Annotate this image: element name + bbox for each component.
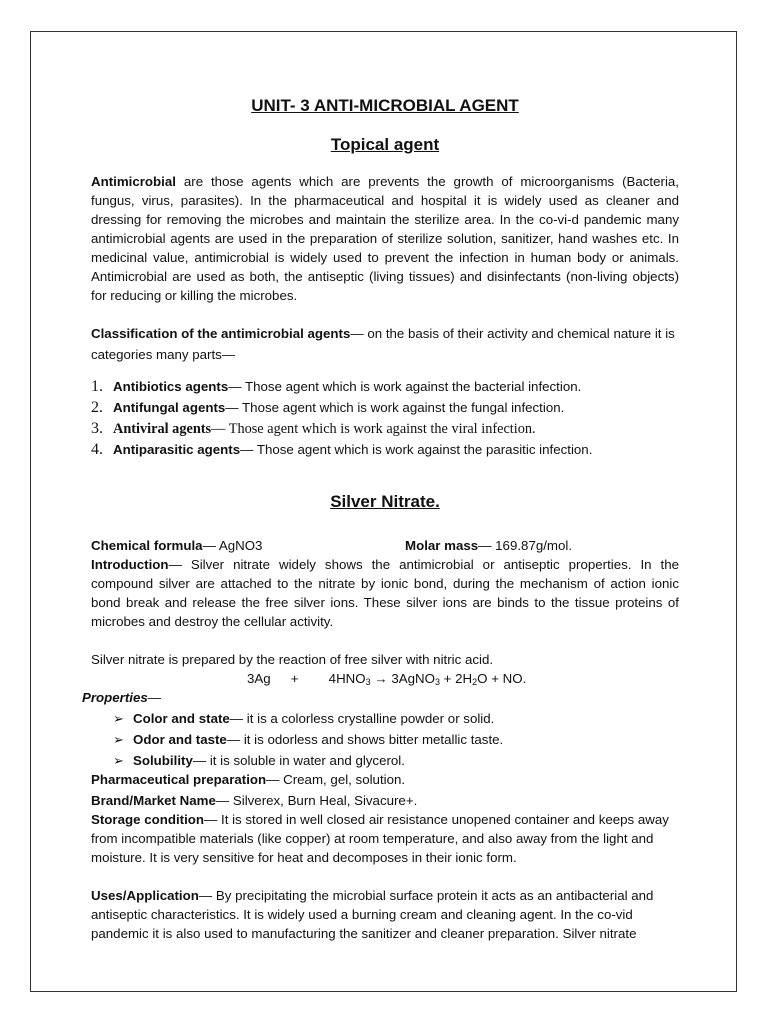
list-item-antibiotics xyxy=(91,377,691,396)
storage-condition xyxy=(91,810,679,867)
property-color-state xyxy=(113,709,713,728)
eq-reactant-2: 4HNO xyxy=(328,671,366,686)
uses-label: Uses/Application xyxy=(91,888,199,903)
section-title-topical-agent: Topical agent xyxy=(330,135,440,154)
eq-sub: 2 xyxy=(472,677,478,687)
list-item-name: Antibiotics agents xyxy=(113,379,229,394)
brand-market-name xyxy=(91,791,691,810)
properties-heading-row xyxy=(82,688,682,707)
eq-product-2: 2H xyxy=(455,671,473,686)
list-item-desc: — Those agent which is work against the bacterial infection. xyxy=(228,379,582,394)
property-odor-taste xyxy=(113,730,713,749)
classification-line-1 xyxy=(91,324,691,343)
eq-sub: 3 xyxy=(365,677,371,687)
list-number: 2. xyxy=(91,399,103,416)
properties-heading: Properties xyxy=(82,690,148,705)
list-item-desc: — Those agent which is work against the fungal infection. xyxy=(225,400,565,415)
list-number: 1. xyxy=(91,378,103,395)
list-item-antifungal xyxy=(91,398,691,417)
arrow-bullet-icon: ➢ xyxy=(113,711,124,726)
pharm-label: Pharmaceutical preparation xyxy=(91,772,267,787)
list-item-desc: — Those agent which is work against the parasitic infection. xyxy=(240,442,593,457)
property-text: — it is soluble in water and glycerol. xyxy=(192,753,405,768)
eq-product-1: 3AgNO xyxy=(391,671,435,686)
intro-paragraph xyxy=(91,172,679,305)
list-number: 4. xyxy=(91,441,103,458)
eq-arrow: → xyxy=(374,671,388,686)
brand-label: Brand/Market Name xyxy=(91,793,216,808)
mass-label: Molar mass xyxy=(405,538,479,553)
property-text: — it is odorless and shows bitter metallic taste. xyxy=(226,732,504,747)
uses-application xyxy=(91,886,679,943)
pharmaceutical-preparation xyxy=(91,770,691,789)
list-item-name: Antiparasitic agents xyxy=(113,442,241,457)
classification-line-2: categories many parts— xyxy=(91,347,236,362)
list-item-name: Antiviral agents xyxy=(113,421,212,437)
eq-plus: + xyxy=(290,671,299,686)
introduction-label: Introduction xyxy=(91,557,169,572)
brand-text: — Silverex, Burn Heal, Sivacure+. xyxy=(215,793,418,808)
list-item-antiviral xyxy=(91,419,691,439)
storage-text: — It is stored in well closed air resistance unopened container and keeps away from incompatible materials (like copper) at room temperature, and also away from the light and moisture. It is very sensitive for heat and decomposes in their ionic form. xyxy=(91,812,669,865)
arrow-bullet-icon: ➢ xyxy=(113,753,124,768)
list-item-name: Antifungal agents xyxy=(113,400,226,415)
property-label: Color and state xyxy=(133,711,230,726)
page-border xyxy=(30,31,737,992)
formula-label: Chemical formula xyxy=(91,538,203,553)
eq-product-2-rest: O + NO. xyxy=(477,671,527,686)
pharm-text: — Cream, gel, solution. xyxy=(266,772,406,787)
intro-term: Antimicrobial xyxy=(91,174,176,189)
classification-text-1: — on the basis of their activity and chemical nature it is xyxy=(350,326,675,341)
intro-text: are those agents which are prevents the growth of microorganisms (Bacteria, fungus, virus, parasites). In the pharmaceutical and hospital it is widely used as cleaner and dressing for removing the microbes and maintain the sterilize area. In the co-vi-d pandemic many antimicrobial agents are used in the preparation of sterilize solution, sanitizer, hand washes etc. In medicinal value, antimicrobial is widely used to prevent the infection in human body or animals. Antimicrobial are used as both, the antiseptic (living tissues) and disinfectants (non-living objects) for reducing or killing the microbes. xyxy=(91,174,679,303)
section-title-silver-nitrate: Silver Nitrate. xyxy=(330,492,440,511)
reaction-equation xyxy=(247,669,567,688)
property-solubility xyxy=(113,751,713,770)
list-item-antiparasitic xyxy=(91,440,691,459)
storage-label: Storage condition xyxy=(91,812,205,827)
property-label: Odor and taste xyxy=(133,732,227,747)
introduction-text: — Silver nitrate widely shows the antimicrobial or antiseptic properties. In the compound silver are attached to the nitrate by ionic bond, during the mechanism of action ionic bond break and release the free silver ions. These silver ions are binds to the tissue proteins of microbes and destroy the cellular activity. xyxy=(91,557,679,629)
properties-dash: — xyxy=(147,690,162,705)
arrow-bullet-icon: ➢ xyxy=(113,732,124,747)
formula-value: — AgNO3 xyxy=(202,538,263,553)
list-item-desc: — Those agent which is work against the viral infection. xyxy=(211,421,536,437)
eq-reactant-1: 3Ag xyxy=(247,671,271,686)
property-text: — it is a colorless crystalline powder or solid. xyxy=(229,711,495,726)
molar-mass xyxy=(405,536,665,555)
preparation-sentence: Silver nitrate is prepared by the reaction of free silver with nitric acid. xyxy=(91,652,494,667)
unit-title: UNIT- 3 ANTI-MICROBIAL AGENT xyxy=(251,96,519,115)
property-label: Solubility xyxy=(133,753,193,768)
classification-heading: Classification of the antimicrobial agents xyxy=(91,326,351,341)
eq-sub: 3 xyxy=(434,677,440,687)
introduction-paragraph xyxy=(91,555,679,631)
mass-value: — 169.87g/mol. xyxy=(478,538,573,553)
eq-plus: + xyxy=(443,671,452,686)
uses-text: — By precipitating the microbial surface protein it acts as an antibacterial and antiseptic characteristics. It is widely used a burning cream and cleaning agent. In the co-vid pandemic it is also used to manufacturing the sanitizer and cleaner preparation. Silver nitrate xyxy=(91,888,654,941)
list-number: 3. xyxy=(91,420,103,437)
